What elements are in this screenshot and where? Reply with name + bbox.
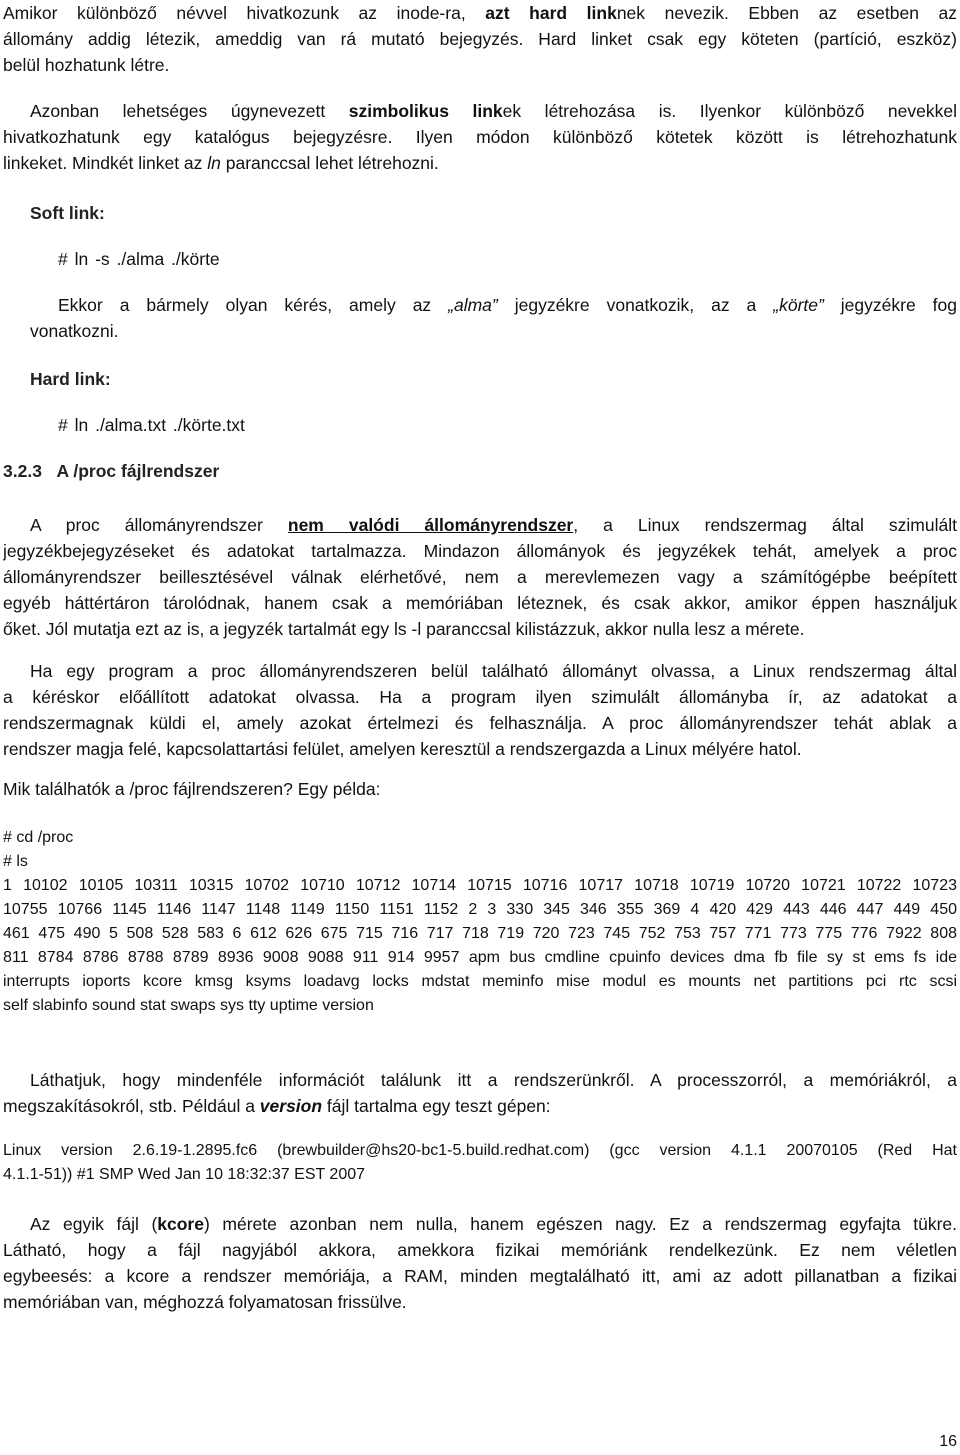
paragraph-info-cont: [3, 1093, 957, 1119]
text-line: állományrendszer beillesztésével válnak elérhetővé, nem a merevlemezen vagy a számítógépbe beépített: [3, 567, 957, 587]
paragraph-proc-intro: [30, 512, 957, 538]
bold-underlined-term: nem valódi állományrendszer: [287, 515, 574, 535]
text-line: rendszer magja felé, kapcsolattartási felület, amelyen keresztül a rendszergazda a Linux mélyére hatol.: [3, 739, 802, 759]
proc-listing: [3, 826, 957, 1018]
text-line: [58, 292, 957, 318]
text-span: Amikor különböző névvel hivatkozunk az inode-ra,: [3, 3, 486, 23]
bold-term: kcore: [157, 1214, 204, 1234]
text-span: ) mérete azonban nem nulla, hanem egészen nagy. Ez a rendszermag egyfajta tükre.: [203, 1214, 957, 1234]
text-span: nek nevezik. Ebben az esetben az: [616, 3, 957, 23]
text-span: A proc állományrendszer: [30, 515, 288, 535]
text-line: őket. Jól mutatja ezt az is, a jegyzék tartalmát egy ls -l paranccsal kilistázzuk, akkor nulla lesz a mérete.: [3, 619, 805, 639]
text-line: Ha egy program a proc állományrendszeren belül található állományt olvassa, a Linux rendszermag által: [30, 661, 957, 681]
text-line: [30, 98, 957, 124]
soft-link-description-cont: [30, 318, 957, 344]
text-span: Azonban lehetséges úgynevezett: [30, 101, 349, 121]
paragraph-symbolic-link: [30, 98, 957, 124]
text-line: állomány addig létezik, ameddig van rá mutató bejegyzés. Hard linket csak egy köteten (partíció, eszköz): [3, 29, 957, 49]
italic-term: ln: [207, 153, 221, 173]
listing-line: 10755 10766 1145 1146 1147 1148 1149 1150 1151 1152 2 3 330 345 346 355 369 4 420 429 443 446 447 449 450: [3, 901, 957, 918]
text-line: [3, 0, 957, 26]
text-line: egybeesés: a kcore a rendszer memóriája, a RAM, minden megtalálható itt, ami az adott pillanatban a fizikai: [3, 1266, 957, 1286]
text-line: jegyzékbejegyzéseket és adatokat tartalmazza. Mindazon állományok és jegyzékek tehát, amelyek a proc: [3, 541, 957, 561]
hard-link-command: # ln ./alma.txt ./körte.txt: [58, 415, 245, 435]
paragraph-info: [30, 1067, 957, 1093]
listing-line: 811 8784 8786 8788 8789 8936 9008 9088 911 914 9957 apm bus cmdline cpuinfo devices dma fb file sy st ems fs ide: [3, 949, 957, 966]
paragraph-hard-link-intro: [3, 0, 957, 78]
paragraph-symbolic-link-cont: [3, 124, 957, 176]
italic-term: „körte”: [773, 295, 824, 315]
text-line: vonatkozni.: [30, 321, 119, 341]
text-line: [30, 512, 957, 538]
italic-term: „alma”: [448, 295, 498, 315]
text-line: rendszermagnak küldi el, amely azokat értelmezi és felhasználja. A proc állományrendszer tehát ablak a: [3, 713, 957, 733]
listing-line: interrupts ioports kcore kmsg ksyms loadavg locks mdstat meminfo mise modul es mounts net partitions pci rtc scsi: [3, 973, 957, 990]
text-span: linkeket. Mindkét linket az: [3, 153, 208, 173]
listing-line: self slabinfo sound stat swaps sys tty uptime version: [3, 997, 374, 1014]
hard-link-heading: Hard link:: [30, 369, 111, 389]
listing-line: 461 475 490 5 508 528 583 6 612 626 675 715 716 717 718 719 720 723 745 752 753 757 771 773 775 776 7922 808: [3, 925, 957, 942]
paragraph-proc-read: [30, 658, 957, 684]
listing-line: 1 10102 10105 10311 10315 10702 10710 10712 10714 10715 10716 10717 10718 10719 10720 10721 10722 10723: [3, 877, 957, 894]
page-number: 16: [939, 1433, 957, 1450]
paragraph-proc-question: [3, 776, 957, 802]
listing-line: # ls: [3, 853, 28, 870]
bold-italic-term: version: [259, 1096, 323, 1116]
text-line: [30, 1211, 957, 1237]
text-span: jegyzékre vonatkozik, az a: [497, 295, 774, 315]
soft-link-description: [58, 292, 957, 318]
section-heading: [3, 458, 219, 484]
text-line: [3, 1093, 957, 1119]
paragraph-kcore: [30, 1211, 957, 1237]
text-span: körte: [779, 295, 818, 315]
text-line: belül hozhatunk létre.: [3, 55, 170, 75]
paragraph-kcore-cont: [3, 1237, 957, 1315]
text-line: hivatkozhatunk egy katalógus bejegyzésre. Ilyen módon különböző kötetek között is létrehozhatunk: [3, 127, 957, 147]
bold-term: szimbolikus link: [348, 101, 503, 121]
text-line: memóriában van, méghozzá folyamatosan frissülve.: [3, 1292, 407, 1312]
version-output: [3, 1139, 957, 1187]
listing-line: # cd /proc: [3, 829, 74, 846]
bold-term: azt hard link: [485, 3, 617, 23]
text-span: Az egyik fájl (: [30, 1214, 158, 1234]
text-span: Ekkor a bármely olyan kérés, amely az: [58, 295, 449, 315]
text-line: egyéb háttértáron tárolódnak, hanem csak a memóriában léteznek, és csak akkor, amikor éppen használjuk: [3, 593, 957, 613]
soft-link-command: # ln -s ./alma ./körte: [58, 249, 220, 269]
text-line: Látható, hogy a fájl nagyjából akkora, amekkora fizikai memóriánk rendelkezünk. Ez nem véletlen: [3, 1240, 957, 1260]
text-line: [3, 150, 957, 176]
text-span: jegyzékre fog: [823, 295, 957, 315]
text-line: Láthatjuk, hogy mindenféle információt találunk itt a rendszerünkről. A processzorról, a memóriákról, a: [30, 1070, 957, 1090]
section-number: 3.2.3: [3, 461, 42, 481]
paragraph-proc-read-cont: [3, 684, 957, 762]
soft-link-heading: Soft link:: [30, 203, 105, 223]
section-title: A /proc fájlrendszer: [56, 461, 220, 481]
text-span: alma: [453, 295, 492, 315]
text-line: Mik találhatók a /proc fájlrendszeren? Egy példa:: [3, 779, 381, 799]
text-span: , a Linux rendszermag által szimulált: [573, 515, 957, 535]
text-line: a kéréskor előállított adatokat olvassa. Ha a program ilyen szimulált állományba ír, az adatokat a: [3, 687, 957, 707]
text-span: ek létrehozása is. Ilyenkor különböző nevekkel: [502, 101, 957, 121]
text-span: fájl tartalma egy teszt gépen:: [322, 1096, 551, 1116]
output-line: Linux version 2.6.19-1.2895.fc6 (brewbuilder@hs20-bc1-5.build.redhat.com) (gcc version 4.1.1 20070105 (Red Hat: [3, 1142, 957, 1159]
text-span: megszakításokról, stb. Például a: [3, 1096, 260, 1116]
output-line: 4.1.1-51)) #1 SMP Wed Jan 10 18:32:37 EST 2007: [3, 1166, 366, 1183]
text-span: paranccsal lehet létrehozni.: [220, 153, 439, 173]
paragraph-proc-intro-cont: [3, 538, 957, 642]
